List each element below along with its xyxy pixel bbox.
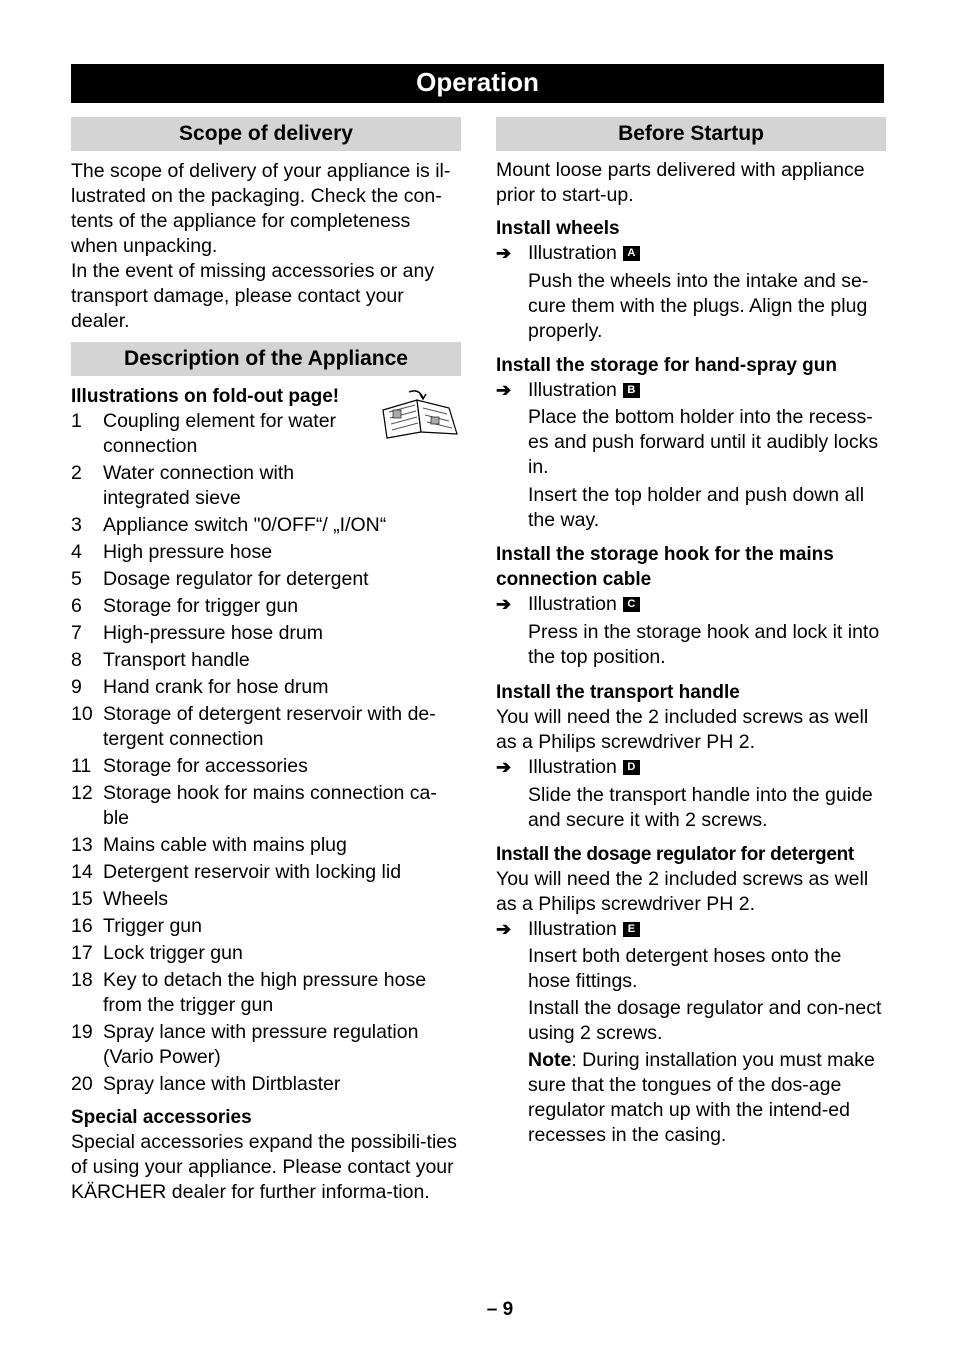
arrow-right-icon: ➔ [496,594,512,614]
list-item-text: Hand crank for hose drum [103,676,329,698]
illustration-step-d: ➔ Illustration D [496,755,886,780]
list-item-text: Storage for accessories [103,755,308,777]
list-item [71,1072,461,1097]
list-item-text: Storage hook for mains connection ca-ble [103,782,437,829]
list-item [71,648,461,673]
component-list [71,409,461,1097]
illustrations-heading: Illustrations on fold-out page! [71,386,340,407]
list-item-text: Wheels [103,888,169,910]
install-hook-heading: Install the storage hook for the mains connection cable [496,544,834,590]
before-startup-heading: Before Startup [496,117,886,151]
list-item-text: Storage for trigger gun [103,595,299,617]
list-item-text: High-pressure hose drum [103,622,324,644]
install-dosage-text-2: Install the dosage regulator and con-nect using 2 screws. [528,997,882,1044]
badge-d: D [623,760,640,775]
list-item [71,567,461,592]
list-item [71,675,461,700]
list-item-text: Lock trigger gun [103,942,243,964]
arrow-right-icon: ➔ [496,757,512,777]
arrow-right-icon: ➔ [496,919,512,939]
install-handle-intro: You will need the 2 included screws as well as a Philips screwdriver PH 2. [496,706,869,753]
install-wheels-text: Push the wheels into the intake and se-cure them with the plugs. Align the plug properly. [528,270,869,342]
page-number: – 9 [486,1299,514,1320]
list-item-number: 3 [71,514,82,536]
list-item-text: Trigger gun [103,915,202,937]
illustration-step-e: ➔ Illustration E [496,917,886,942]
install-dosage-intro: You will need the 2 included screws as well as a Philips screwdriver PH 2. [496,868,869,915]
list-item-number: 1 [71,410,82,432]
list-item-number: 14 [71,861,93,883]
list-item-number: 2 [71,462,82,484]
list-item [71,968,461,1018]
list-item-text: Detergent reservoir with locking lid [103,861,402,883]
scope-paragraph-2: In the event of missing accessories or any transport damage, please contact your dealer. [71,260,435,332]
list-item [71,887,461,912]
list-item-number: 12 [71,782,93,804]
illustration-step-b: ➔ Illustration B [496,378,886,403]
list-item-number: 7 [71,622,82,644]
list-item-number: 18 [71,969,93,991]
list-item [71,941,461,966]
list-item [71,540,461,565]
left-column [71,117,461,1205]
list-item-number: 20 [71,1073,93,1095]
scope-heading: Scope of delivery [71,117,461,151]
illustration-step-c: ➔ Illustration C [496,592,886,617]
special-accessories-heading: Special accessories [71,1107,252,1128]
list-item-number: 6 [71,595,82,617]
list-item [71,1020,461,1070]
page-title: Operation [71,64,884,103]
list-item-number: 4 [71,541,82,563]
install-dosage-note [496,1048,886,1148]
install-storage-gun-heading: Install the storage for hand-spray gun [496,355,837,376]
list-item [71,621,461,646]
arrow-right-icon: ➔ [496,243,512,263]
note-label: Note [528,1049,572,1071]
list-item-text: Spray lance with pressure regulation (Vario Power) [103,1021,419,1068]
list-item-number: 19 [71,1021,93,1043]
list-item-number: 9 [71,676,82,698]
list-item [71,860,461,885]
list-item [71,702,461,752]
list-item [71,914,461,939]
install-dosage-heading: Install the dosage regulator for detergent [496,844,854,865]
list-item-text: Dosage regulator for detergent [103,568,369,590]
list-item [71,781,461,831]
list-item-number: 10 [71,703,93,725]
install-hook-text: Press in the storage hook and lock it into the top position. [528,621,880,668]
install-dosage-text-1: Insert both detergent hoses onto the hose fittings. [528,945,842,992]
list-item-text: Appliance switch "0/OFF“/ „I/ON“ [103,514,387,536]
list-item-number: 11 [71,755,92,777]
list-item-text: Coupling element for water connection [103,410,337,457]
badge-c: C [623,597,640,612]
note-text: : During installation you must make sure that the tongues of the dos-age regulator match up with the intend-ed recesses in the casing. [528,1049,875,1146]
list-item-text: High pressure hose [103,541,273,563]
list-item [71,513,461,538]
list-item-number: 17 [71,942,93,964]
items-block [71,384,461,1097]
list-item-number: 13 [71,834,93,856]
install-handle-text: Slide the transport handle into the guide and secure it with 2 screws. [528,784,873,831]
scope-paragraph-1: The scope of delivery of your appliance is il-lustrated on the packaging. Check the con-tents of the appliance for completeness when unpacking. [71,160,451,257]
list-item [71,594,461,619]
install-storage-gun-text-1: Place the bottom holder into the recess-es and push forward until it audibly locks in. [528,406,879,478]
list-item-number: 16 [71,915,93,937]
list-item-text: Transport handle [103,649,250,671]
list-item-text: Storage of detergent reservoir with de-tergent connection [103,703,436,750]
special-accessories-text: Special accessories expand the possibili-ties of using your appliance. Please contact your KÄRCHER dealer for further informa-tion. [71,1131,457,1203]
list-item-text: Mains cable with mains plug [103,834,347,856]
before-startup-intro: Mount loose parts delivered with appliance prior to start-up. [496,159,865,206]
list-item [71,833,461,858]
list-item [71,461,461,511]
install-storage-gun-text-2: Insert the top holder and push down all the way. [528,484,865,531]
arrow-right-icon: ➔ [496,380,512,400]
badge-a: A [623,246,640,261]
badge-e: E [623,922,640,937]
illustration-step-a: ➔ Illustration A [496,241,886,266]
badge-b: B [623,383,640,398]
open-book-icon [379,388,461,440]
list-item-number: 15 [71,888,93,910]
install-wheels-heading: Install wheels [496,218,620,239]
list-item-text: Water connection with integrated sieve [103,462,295,509]
list-item-number: 5 [71,568,82,590]
right-column [496,117,886,1148]
list-item-number: 8 [71,649,82,671]
install-handle-heading: Install the transport handle [496,682,740,703]
list-item-text: Key to detach the high pressure hose from the trigger gun [103,969,427,1016]
description-heading: Description of the Appliance [71,342,461,376]
list-item [71,754,461,779]
list-item-text: Spray lance with Dirtblaster [103,1073,341,1095]
